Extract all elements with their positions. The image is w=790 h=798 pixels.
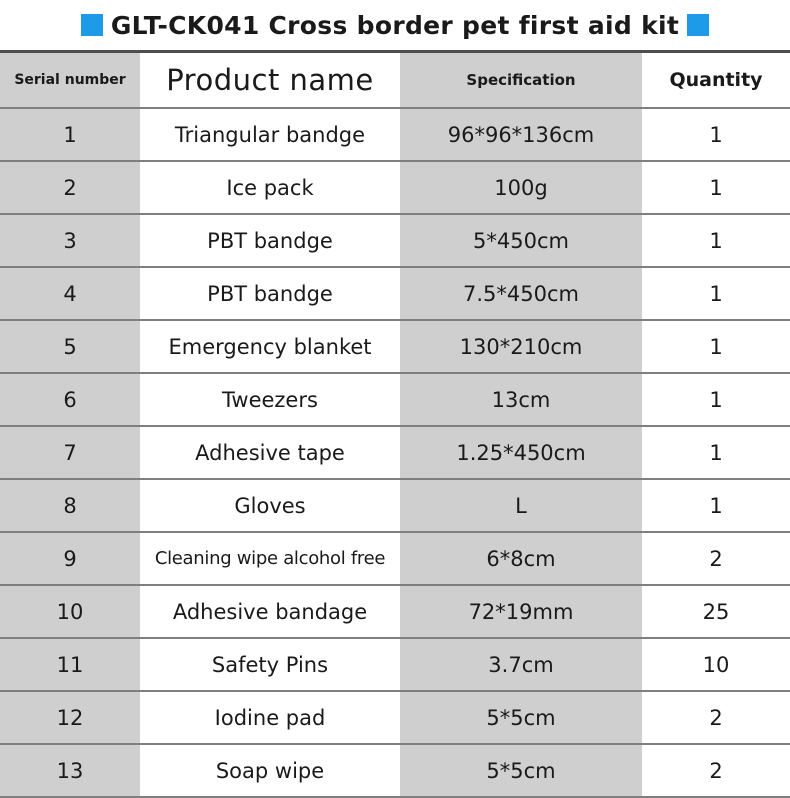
cell-product-name: Soap wipe — [140, 744, 400, 797]
table-row — [0, 108, 790, 161]
cell-specification: L — [400, 479, 642, 532]
cell-product-name: PBT bandge — [140, 214, 400, 267]
header-serial-number: Serial number — [0, 52, 140, 109]
cell-serial-number: 8 — [0, 479, 140, 532]
table-row — [0, 161, 790, 214]
header-specification: Specification — [400, 52, 642, 109]
cell-quantity: 1 — [642, 161, 790, 214]
table-row — [0, 585, 790, 638]
cell-specification: 5*5cm — [400, 744, 642, 797]
cell-specification: 3.7cm — [400, 638, 642, 691]
cell-quantity: 1 — [642, 479, 790, 532]
cell-specification: 6*8cm — [400, 532, 642, 585]
cell-product-name: Iodine pad — [140, 691, 400, 744]
table-row — [0, 638, 790, 691]
cell-product-name: Adhesive tape — [140, 426, 400, 479]
cell-quantity: 2 — [642, 532, 790, 585]
title-bar — [0, 0, 790, 50]
cell-serial-number: 5 — [0, 320, 140, 373]
cell-serial-number: 13 — [0, 744, 140, 797]
header-product-name: Product name — [140, 52, 400, 109]
cell-quantity: 1 — [642, 267, 790, 320]
kit-contents-table — [0, 50, 790, 798]
cell-specification: 5*450cm — [400, 214, 642, 267]
table-row — [0, 532, 790, 585]
table-row — [0, 479, 790, 532]
cell-specification: 72*19mm — [400, 585, 642, 638]
cell-serial-number: 12 — [0, 691, 140, 744]
table-row — [0, 691, 790, 744]
cell-specification: 96*96*136cm — [400, 108, 642, 161]
cell-serial-number: 7 — [0, 426, 140, 479]
cell-quantity: 10 — [642, 638, 790, 691]
cell-product-name: PBT bandge — [140, 267, 400, 320]
page-title: GLT-CK041 Cross border pet first aid kit — [110, 10, 680, 40]
cell-serial-number: 2 — [0, 161, 140, 214]
cell-serial-number: 1 — [0, 108, 140, 161]
cell-specification: 5*5cm — [400, 691, 642, 744]
header-quantity: Quantity — [642, 52, 790, 109]
blue-square-icon-left — [81, 14, 103, 36]
table-row — [0, 320, 790, 373]
cell-serial-number: 11 — [0, 638, 140, 691]
cell-specification: 7.5*450cm — [400, 267, 642, 320]
cell-quantity: 25 — [642, 585, 790, 638]
cell-product-name: Adhesive bandage — [140, 585, 400, 638]
cell-quantity: 2 — [642, 744, 790, 797]
cell-quantity: 1 — [642, 214, 790, 267]
cell-product-name: Tweezers — [140, 373, 400, 426]
cell-product-name: Emergency blanket — [140, 320, 400, 373]
cell-product-name: Gloves — [140, 479, 400, 532]
cell-specification: 1.25*450cm — [400, 426, 642, 479]
cell-product-name: Safety Pins — [140, 638, 400, 691]
cell-serial-number: 6 — [0, 373, 140, 426]
cell-quantity: 1 — [642, 426, 790, 479]
cell-specification: 130*210cm — [400, 320, 642, 373]
blue-square-icon-right — [687, 14, 709, 36]
cell-specification: 100g — [400, 161, 642, 214]
cell-serial-number: 9 — [0, 532, 140, 585]
table-row — [0, 267, 790, 320]
cell-quantity: 1 — [642, 108, 790, 161]
cell-specification: 13cm — [400, 373, 642, 426]
header-row — [0, 52, 790, 109]
table-row — [0, 426, 790, 479]
cell-product-name: Cleaning wipe alcohol free — [140, 532, 400, 585]
table-row — [0, 373, 790, 426]
cell-product-name: Ice pack — [140, 161, 400, 214]
cell-serial-number: 10 — [0, 585, 140, 638]
cell-quantity: 2 — [642, 691, 790, 744]
table-row — [0, 214, 790, 267]
cell-quantity: 1 — [642, 373, 790, 426]
cell-quantity: 1 — [642, 320, 790, 373]
cell-product-name: Triangular bandge — [140, 108, 400, 161]
cell-serial-number: 3 — [0, 214, 140, 267]
table-row — [0, 744, 790, 797]
cell-serial-number: 4 — [0, 267, 140, 320]
